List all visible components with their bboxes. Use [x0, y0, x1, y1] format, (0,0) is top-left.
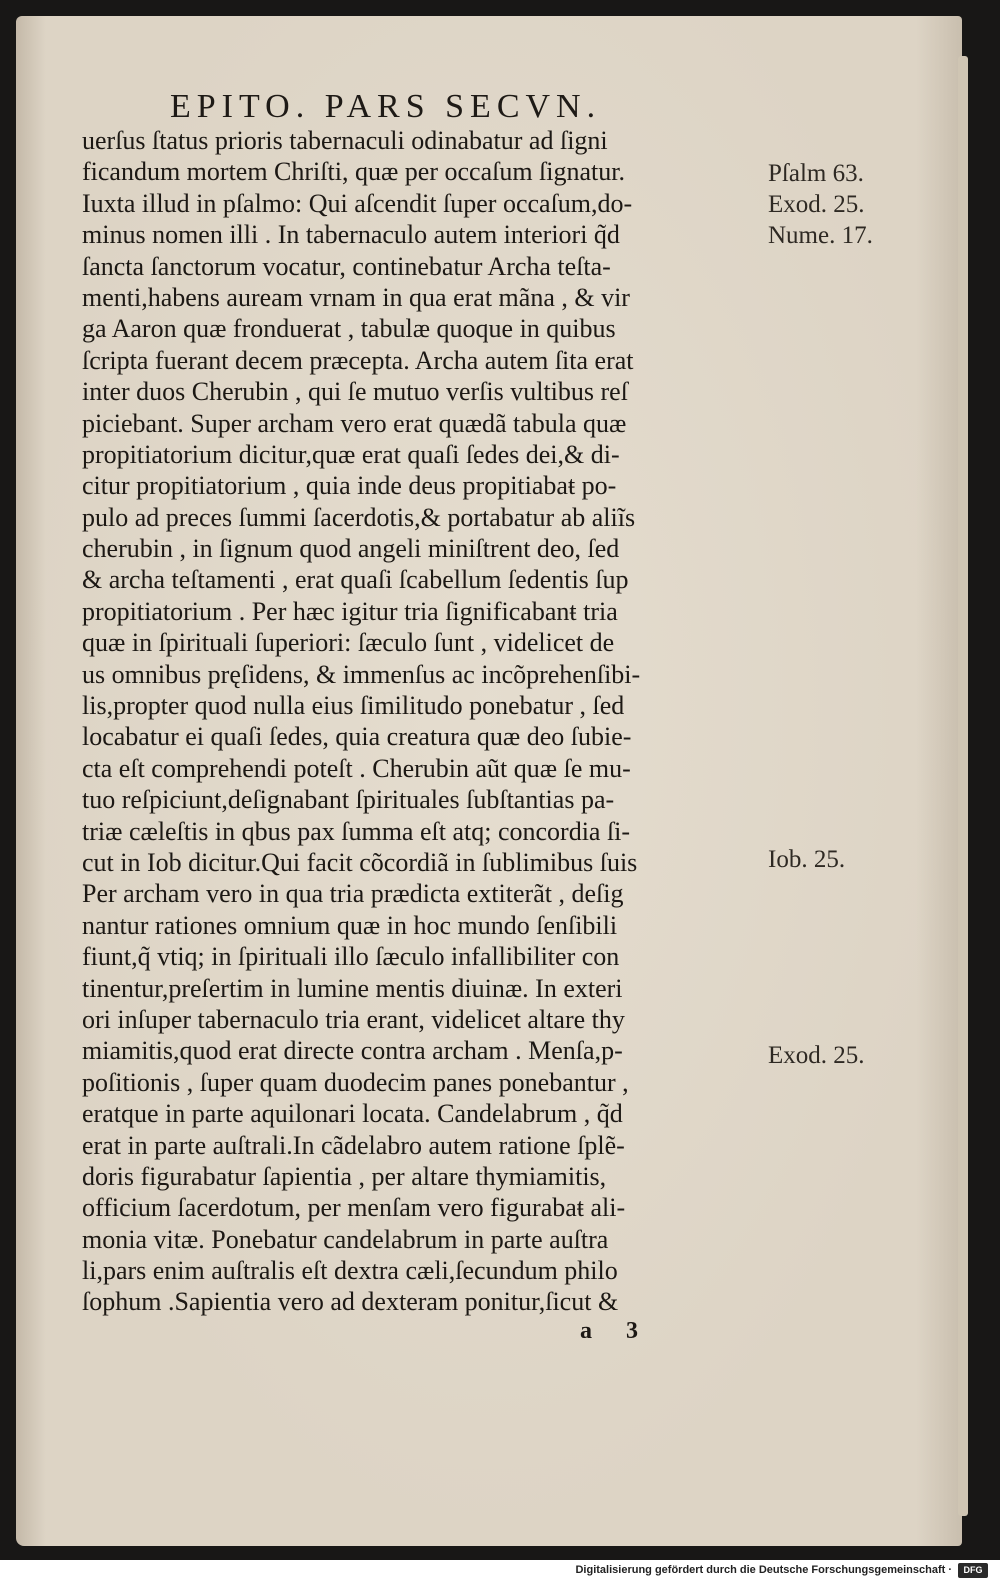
text-line: cut in Iob dicitur.Qui facit cõcordiã in ſublimibus ſuis — [82, 847, 638, 877]
margin-note-exod: Exod. 25. — [768, 191, 865, 218]
signature-mark: a 3 — [580, 1318, 652, 1344]
text-line: Iuxta illud in pſalmo: Qui aſcendit ſuper occaſum,do- — [82, 188, 633, 218]
margin-note-psalm: Pſalm 63. — [768, 160, 864, 187]
text-line: ſancta ſanctorum vocatur, continebatur Archa teſta- — [82, 251, 611, 281]
text-line: nantur rationes omnium quæ in hoc mundo ſenſibili — [82, 910, 618, 940]
text-line: doris figurabatur ſapientia , per altare thymiamitis, — [82, 1161, 607, 1191]
text-line: officium ſacerdotum, per menſam vero figurabaŧ ali- — [82, 1193, 626, 1223]
text-line: cherubin , in ſignum quod angeli miniſtrent deo, ſed — [82, 534, 620, 564]
text-line: citur propitiatorium , quia inde deus propitiabaŧ po- — [82, 471, 617, 501]
text-line: ori inſuper tabernaculo tria erant, videlicet altare thy — [82, 1004, 625, 1034]
text-line: cta eſt comprehendi poteſt . Cherubin aũt quæ ſe mu- — [82, 753, 631, 783]
text-line: menti,habens auream vrnam in qua erat mãna , & vir — [82, 282, 630, 312]
text-line: li,pars enim auſtralis eſt dextra cæli,ſecundum philo — [82, 1256, 618, 1286]
text-line: locabatur ei quaſi ſedes, quia creatura quæ deo ſubie- — [82, 722, 632, 752]
text-line: minus nomen illi . In tabernaculo autem interiori q̃d — [82, 220, 620, 250]
text-line: propitiatorium . Per hæc igitur tria ſignificabanŧ tria — [82, 596, 618, 626]
text-line: tuo reſpiciunt,deſignabant ſpirituales ſubſtantias pa- — [82, 785, 615, 815]
dfg-logo: DFG — [958, 1563, 988, 1578]
text-line: Per archam vero in qua tria prædicta extiterãt , deſig — [82, 879, 624, 909]
text-line: pulo ad preces ſummi ſacerdotis,& portabatur ab aliĩs — [82, 502, 636, 532]
text-line: monia vitæ. Ponebatur candelabrum in parte auſtra — [82, 1224, 609, 1254]
text-line: inter duos Cherubin , qui ſe mutuo verſis vultibus reſ — [82, 377, 628, 407]
text-line: miamitis,quod erat directe contra archam . Menſa,p- — [82, 1036, 623, 1066]
text-line: quæ in ſpirituali ſuperiori: ſæculo ſunt , videlicet de — [82, 628, 615, 658]
margin-note-exod-2: Exod. 25. — [768, 1042, 865, 1069]
running-head: EPITO. PARS SECVN. — [170, 88, 602, 125]
text-line: ſcripta fuerant decem præcepta. Archa autem ſita erat — [82, 345, 634, 375]
text-line: & archa teſtamenti , erat quaſi ſcabellum ſedentis ſup — [82, 565, 629, 595]
text-line: ſophum .Sapientia vero ad dexteram ponitur,ſicut & — [82, 1287, 619, 1317]
digitization-credit: Digitalisierung gefördert durch die Deutsche Forschungsgemeinschaft · — [575, 1564, 952, 1576]
text-line: ga Aaron quæ fronduerat , tabulæ quoque in quibus — [82, 314, 616, 344]
text-line: triæ cæleſtis in qbus pax ſumma eſt atq; concordia ſi- — [82, 816, 631, 846]
text-line: tinentur,preſertim in lumine mentis diuinæ. In exteri — [82, 973, 623, 1003]
margin-note-iob: Iob. 25. — [768, 846, 846, 873]
text-line: poſitionis , ſuper quam duodecim panes ponebantur , — [82, 1067, 629, 1097]
text-line: us omnibus pręſidens, & immenſus ac incõprehenſibi- — [82, 659, 641, 689]
body-text — [82, 125, 772, 1318]
text-line: lis,propter quod nulla eius ſimilitudo ponebatur , ſed — [82, 691, 625, 721]
text-line: piciebant. Super archam vero erat quædã tabula quæ — [82, 408, 627, 438]
text-line: eratque in parte aquilonari locata. Candelabrum , q̃d — [82, 1099, 623, 1129]
text-line: propitiatorium dicitur,quæ erat quaſi ſedes dei,& di- — [82, 439, 620, 469]
text-line: fiunt,q̃ vtiq; in ſpirituali illo ſæculo infallibiliter con — [82, 942, 620, 972]
margin-note-nume: Nume. 17. — [768, 222, 873, 249]
text-line: ficandum mortem Chriſti, quæ per occaſum ſignatur. — [82, 157, 625, 187]
text-line: uerſus ſtatus prioris tabernaculi odinabatur ad ſigni — [82, 126, 608, 155]
text-line: erat in parte auſtrali.In cãdelabro autem ratione ſplẽ- — [82, 1130, 625, 1160]
